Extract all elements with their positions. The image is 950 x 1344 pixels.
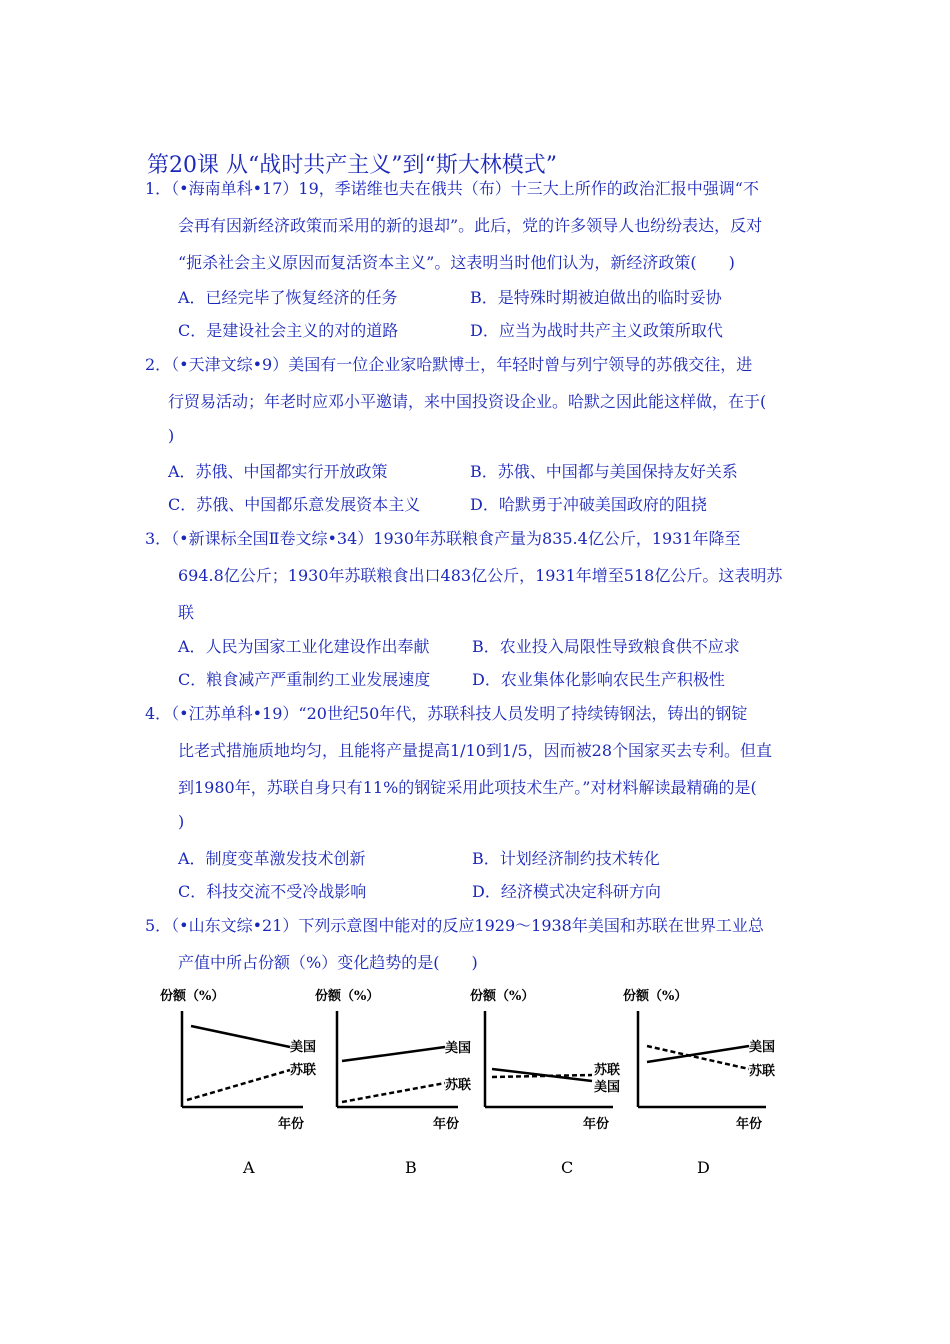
graph-c-y-label: 份额（%）: [470, 989, 535, 1004]
option-3c[interactable]: C．粮食减产严重制约工业发展速度: [178, 670, 431, 689]
question-2-line-2: 行贸易活动；年老时应邓小平邀请，来中国投资设企业。哈默之因此能这样做，在于(: [168, 392, 767, 411]
question-4-line-3: 到1980年，苏联自身只有11%的钢锭采用此项技术生产。”对材料解读最精确的是(: [178, 778, 757, 797]
question-3-line-2: 694.8亿公斤；1930年苏联粮食出口483亿公斤，1931年增至518亿公斤。这表明苏: [178, 566, 783, 585]
graph-c-usa-label: 美国: [594, 1080, 621, 1095]
option-1a[interactable]: A．已经完毕了恢复经济的任务: [178, 288, 398, 307]
graph-d-x-label: 年份: [736, 1117, 763, 1132]
graph-d-ussr-label: 苏联: [749, 1064, 776, 1079]
option-3b[interactable]: B．农业投入局限性导致粮食供不应求: [472, 637, 740, 656]
graph-b-svg: [315, 985, 475, 1135]
graph-d-y-label: 份额（%）: [623, 989, 688, 1004]
option-2b[interactable]: B．苏俄、中国都与美国保持友好关系: [470, 462, 738, 481]
graph-a-y-label: 份额（%）: [160, 989, 225, 1004]
graph-b[interactable]: [315, 985, 472, 1140]
graph-letter-d: D: [697, 1158, 710, 1177]
graph-b-usa-line: [342, 1047, 445, 1061]
question-4-line-1: 4．（•江苏单科•19）“20世纪50年代，苏联科技人员发明了持续铸钢法，铸出的钢锭: [145, 704, 748, 723]
graph-a[interactable]: [160, 985, 317, 1140]
graph-a-ussr-line: [187, 1070, 290, 1100]
question-3-line-3: 联: [178, 603, 195, 622]
question-4-line-4: ): [178, 812, 185, 831]
option-1b[interactable]: B．是特殊时期被迫做出的临时妥协: [470, 288, 722, 307]
option-4d[interactable]: D．经济模式决定科研方向: [472, 882, 661, 901]
graph-a-ussr-label: 苏联: [290, 1063, 317, 1078]
question-1-line-1: 1．（•海南单科•17）19，季诺维也夫在俄共（布）十三大上所作的政治汇报中强调“不: [145, 179, 759, 198]
option-4c[interactable]: C．科技交流不受冷战影响: [178, 882, 367, 901]
graph-d[interactable]: [623, 985, 776, 1140]
graph-a-usa-label: 美国: [290, 1040, 317, 1055]
question-4-line-2: 比老式措施质地均匀，且能将产量提高1/10到1/5，因而被28个国家买去专利。但直: [178, 741, 773, 760]
graph-letter-a: A: [243, 1158, 255, 1177]
page-title: 第20课 从“战时共产主义”到“斯大林模式”: [147, 153, 557, 178]
option-1c[interactable]: C．是建设社会主义的对的道路: [178, 321, 399, 340]
question-1-line-2: 会再有因新经济政策而采用的新的退却”。此后，党的许多领导人也纷纷表达，反对: [178, 216, 763, 235]
graph-c-x-label: 年份: [583, 1117, 610, 1132]
option-2d[interactable]: D．哈默勇于冲破美国政府的阻挠: [470, 495, 707, 514]
option-3d[interactable]: D．农业集体化影响农民生产积极性: [472, 670, 725, 689]
option-4a[interactable]: A．制度变革激发技术创新: [178, 849, 366, 868]
graph-c-ussr-label: 苏联: [594, 1063, 621, 1078]
graph-a-x-label: 年份: [278, 1117, 305, 1132]
option-2c[interactable]: C．苏俄、中国都乐意发展资本主义: [168, 495, 421, 514]
graph-b-y-label: 份额（%）: [315, 989, 380, 1004]
graph-letter-b: B: [405, 1158, 417, 1177]
graph-a-usa-line: [191, 1026, 290, 1047]
question-1-line-3: “扼杀社会主义原因而复活资本主义”。这表明当时他们认为，新经济政策( ): [178, 253, 735, 272]
graph-letter-c: C: [561, 1158, 574, 1177]
graph-a-svg: [160, 985, 320, 1135]
graph-b-ussr-line: [342, 1083, 445, 1102]
graph-c-svg: [470, 985, 630, 1135]
question-2-line-3: ): [168, 426, 175, 445]
graph-d-usa-line: [647, 1046, 749, 1062]
option-4b[interactable]: B．计划经济制约技术转化: [472, 849, 660, 868]
graph-b-usa-label: 美国: [445, 1041, 472, 1056]
graph-d-svg: [623, 985, 783, 1135]
option-3a[interactable]: A．人民为国家工业化建设作出奉献: [178, 637, 430, 656]
question-2-line-1: 2．（•天津文综•9）美国有一位企业家哈默博士，年轻时曾与列宁领导的苏俄交往，进: [145, 355, 753, 374]
graph-b-x-label: 年份: [433, 1117, 460, 1132]
graph-c[interactable]: [470, 985, 620, 1140]
graph-b-ussr-label: 苏联: [445, 1078, 472, 1093]
question-5-line-2: 产值中所占份额（%）变化趋势的是( ): [178, 953, 478, 972]
option-2a[interactable]: A．苏俄、中国都实行开放政策: [168, 462, 388, 481]
question-5-line-1: 5．（•山东文综•21）下列示意图中能对的反应1929～1938年美国和苏联在世界工业总: [145, 916, 764, 935]
option-1d[interactable]: D．应当为战时共产主义政策所取代: [470, 321, 723, 340]
question-3-line-1: 3．（•新课标全国Ⅱ卷文综•34）1930年苏联粮食产量为835.4亿公斤，1931年降至: [145, 529, 741, 548]
graph-c-ussr-line: [492, 1075, 592, 1077]
graph-d-usa-label: 美国: [749, 1040, 776, 1055]
